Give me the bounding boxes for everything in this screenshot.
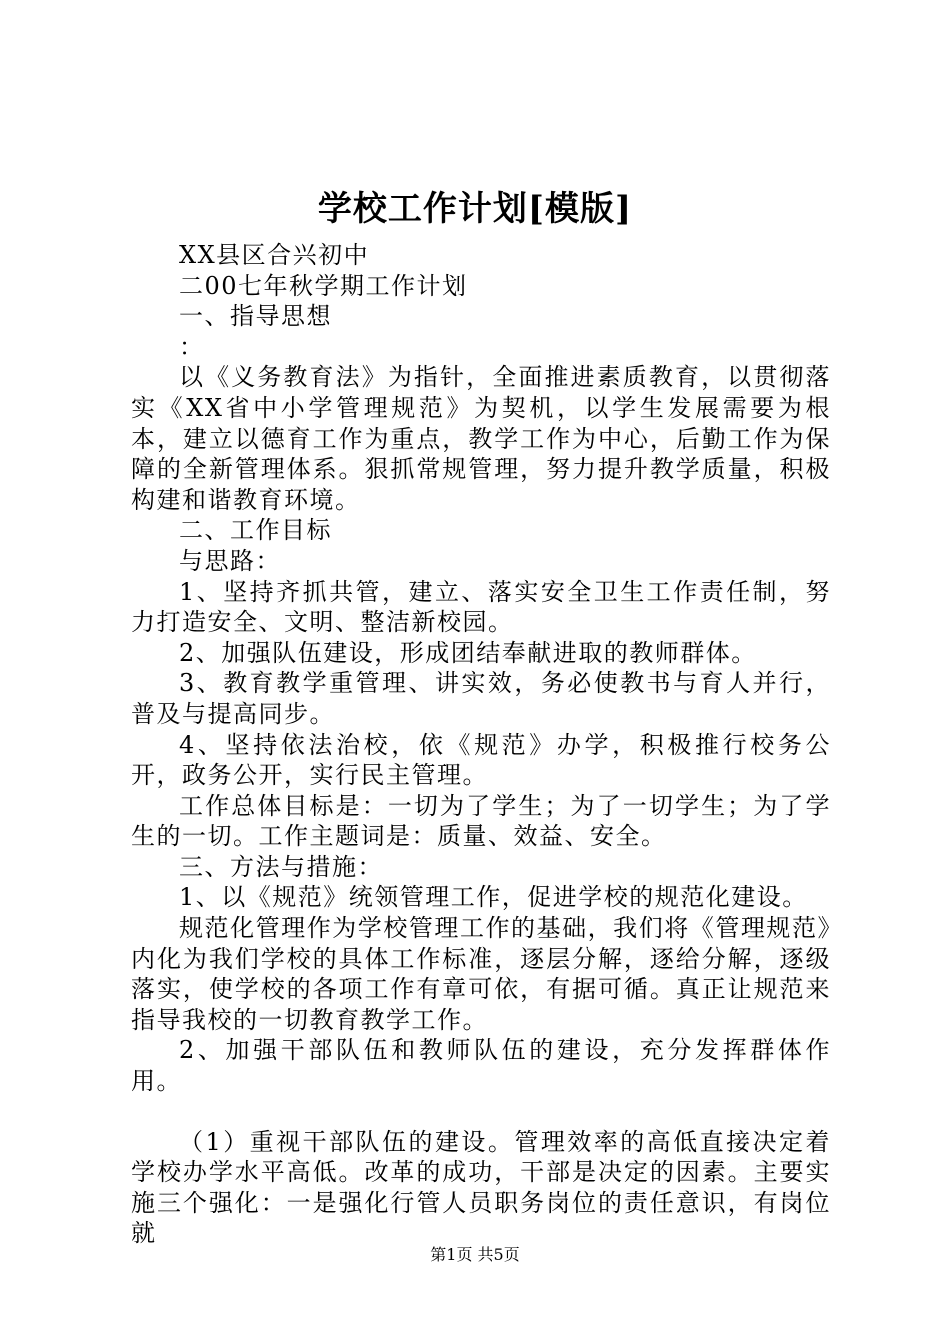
method-item-2-sub-1: （1）重视干部队伍的建设。管理效率的高低直接决定着学校办学水平高低。改革的成功，干部是决定的因素。主要实施三个强化：一是强化行管人员职务岗位的责任意识，有岗位就 (131, 1127, 831, 1248)
method-item-1: 1、以《规范》统领管理工作，促进学校的规范化建设。 (179, 883, 808, 912)
section-heading-goals-cont: 与思路： (179, 546, 281, 575)
page-footer: 第1页 共5页 (430, 1245, 520, 1264)
document-title: 学校工作计划[模版] (317, 189, 633, 229)
goal-item-3: 3、教育教学重管理、讲实效，务必使教书与育人并行，普及与提高同步。 (131, 669, 831, 728)
overall-goal: 工作总体目标是：一切为了学生；为了一切学生；为了学生的一切。工作主题词是：质量、效益、安全。 (131, 791, 831, 851)
document-body (131, 240, 831, 1249)
method-item-1-detail: 规范化管理作为学校管理工作的基础，我们将《管理规范》内化为我们学校的具体工作标准，逐层分解，逐给分解，逐级落实，使学校的各项工作有章可依，有据可循。真正让规范来指导我校的一切教育教学工作。 (131, 914, 831, 1034)
section-heading-goals: 二、工作目标 (179, 516, 332, 545)
goal-item-2: 2、加强队伍建设，形成团结奉献进取的教师群体。 (179, 638, 757, 667)
goal-item-4: 4、坚持依法治校，依《规范》办学，积极推行校务公开，政务公开，实行民主管理。 (131, 730, 831, 790)
section-heading-methods: 三、方法与措施： (179, 852, 383, 881)
method-item-2: 2、加强干部队伍和教师队伍的建设，充分发挥群体作用。 (131, 1036, 831, 1096)
section-heading-guiding-thought: 一、指导思想 (179, 302, 332, 331)
school-name: XX县区合兴初中 (179, 241, 370, 269)
colon-line: ： (179, 332, 205, 361)
goal-item-1: 1、坚持齐抓共管，建立、落实安全卫生工作责任制，努力打造安全、文明、整洁新校园。 (131, 577, 831, 637)
paragraph-guiding-thought: 以《义务教育法》为指针，全面推进素质教育，以贯彻落实《XX省中小学管理规范》为契机，以学生发展需要为根本，建立以德育工作为重点，教学工作为中心，后勤工作为保障的全新管理体系。狠抓常规管理，努力提升教学质量，积极构建和谐教育环境。 (131, 363, 831, 514)
plan-subtitle: 二00七年秋学期工作计划 (179, 271, 468, 300)
